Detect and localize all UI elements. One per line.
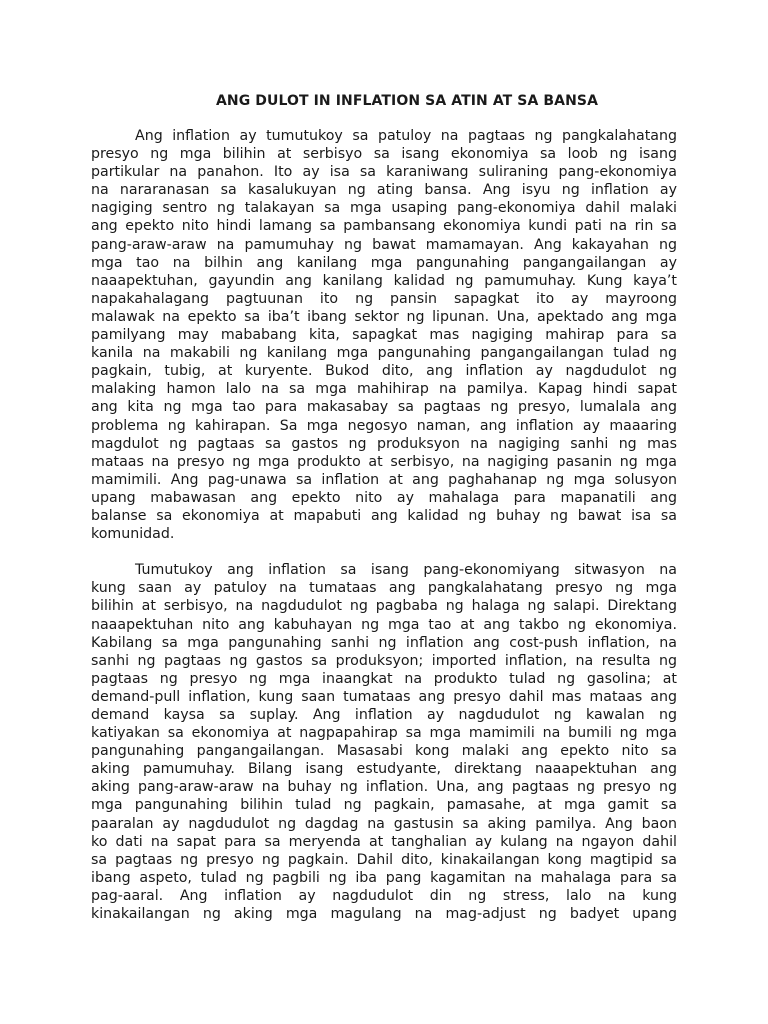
paragraph-line: pagtaas ng presyo ng mga inaangkat na produkto tulad ng gasolina; at [91, 670, 677, 687]
paragraph-line: na nararanasan sa kasalukuyan ng ating bansa. Ang isyu ng inflation ay [91, 182, 677, 199]
paragraph-line: bilihin at serbisyo, na nagdudulot ng pagbaba ng halaga ng salapi. Direktang [91, 598, 677, 615]
paragraph-line: magdulot ng pagtaas sa gastos ng produksyon na nagiging sanhi ng mas [91, 435, 677, 452]
paragraph-line: ang epekto nito hindi lamang sa pambansang ekonomiya kundi pati na rin sa [91, 218, 677, 235]
paragraph-line: aking pamumuhay. Bilang isang estudyante, direktang naaapektuhan ang [91, 761, 677, 778]
paragraph-line: pagkain, tubig, at kuryente. Bukod dito, ang inflation ay nagdudulot ng [91, 363, 677, 380]
paragraph-line: kinakailangan ng aking mga magulang na mag-adjust ng badyet upang [91, 906, 677, 923]
paragraph-1 [91, 127, 677, 543]
paragraph-line: napakahalagang pagtuunan ito ng pansin sapagkat ito ay mayroong [91, 290, 677, 307]
paragraph-line: balanse sa ekonomiya at mapabuti ang kalidad ng buhay ng bawat isa sa [91, 507, 677, 524]
paragraph-line: kanila na makabili ng kanilang mga pangunahing pangangailangan tulad ng [91, 345, 677, 362]
paragraph-line: katiyakan sa ekonomiya at nagpapahirap sa mga mamimili na bumili ng mga [91, 725, 677, 742]
paragraph-line: ko dati na sapat para sa meryenda at tanghalian ay kulang na ngayon dahil [91, 833, 677, 850]
paragraph-line: Tumutukoy ang inflation sa isang pang-ekonomiyang sitwasyon na [135, 562, 677, 579]
paragraph-line: paaralan ay nagdudulot ng dagdag na gastusin sa aking pamilya. Ang baon [91, 815, 677, 832]
paragraph-line: sanhi ng pagtaas ng gastos sa produksyon; imported inflation, na resulta ng [91, 652, 677, 669]
paragraph-line: mamimili. Ang pag-unawa sa inflation at ang paghahanap ng mga solusyon [91, 471, 677, 488]
paragraph-line: sa pagtaas ng presyo ng pagkain. Dahil dito, kinakailangan kong magtipid sa [91, 851, 677, 868]
paragraph-line: naaapektuhan, gayundin ang kanilang kalidad ng pamumuhay. Kung kaya’t [91, 272, 677, 289]
paragraph-line: malaking hamon lalo na sa mga mahihirap na pamilya. Kapag hindi sapat [91, 381, 677, 398]
paragraph-2 [91, 561, 677, 923]
paragraph-line: naaapektuhan nito ang kabuhayan ng mga tao at ang takbo ng ekonomiya. [91, 616, 677, 633]
paragraph-line: malawak na epekto sa iba’t ibang sektor ng lipunan. Una, apektado ang mga [91, 308, 677, 325]
paragraph-line: kung saan ay patuloy na tumataas ang pangkalahatang presyo ng mga [91, 580, 677, 597]
paragraph-line: pag-aaral. Ang inflation ay nagdudulot din ng stress, lalo na kung [91, 887, 677, 904]
paragraph-line: mga pangunahing bilihin tulad ng pagkain, pamasahe, at mga gamit sa [91, 797, 677, 814]
paragraph-line: mga tao na bilhin ang kanilang mga pangunahing pangangailangan ay [91, 254, 677, 271]
paragraph-line: demand-pull inflation, kung saan tumataas ang presyo dahil mas mataas ang [91, 688, 677, 705]
paragraph-line: Ang inflation ay tumutukoy sa patuloy na pagtaas ng pangkalahatang [135, 128, 677, 144]
paragraph-line: demand kaysa sa suplay. Ang inflation ay nagdudulot ng kawalan ng [91, 707, 677, 723]
paragraph-line: nagiging sentro ng talakayan sa mga usaping pang-ekonomiya dahil malaki [91, 200, 677, 217]
paragraph-line: upang mabawasan ang epekto nito ay mahalaga para mapanatili ang [91, 489, 677, 506]
document-body [91, 127, 677, 923]
paragraph-line: pamilyang may mababang kita, sapagkat mas nagiging mahirap para sa [91, 327, 677, 344]
paragraph-line: problema ng kahirapan. Sa mga negosyo naman, ang inflation ay maaaring [91, 417, 677, 434]
paragraph-line: pang-araw-araw na pamumuhay ng bawat mamamayan. Ang kakayahan ng [91, 236, 677, 253]
paragraph-line: aking pang-araw-araw na buhay ng inflation. Una, ang pagtaas ng presyo ng [91, 779, 677, 796]
paragraph-line: ibang aspeto, tulad ng pagbili ng iba pang kagamitan na mahalaga para sa [91, 869, 677, 886]
paragraph-line: mataas na presyo ng mga produkto at serbisyo, na nagiging pasanin ng mga [91, 453, 677, 470]
paragraph-line: Kabilang sa mga pangunahing sanhi ng inflation ang cost-push inflation, na [91, 634, 677, 651]
paragraph-line: partikular na panahon. Ito ay isa sa karaniwang suliraning pang-ekonomiya [91, 164, 677, 181]
paragraph-line: ang kita ng mga tao para makasabay sa pagtaas ng presyo, lumalala ang [91, 399, 677, 416]
paragraph-gap [91, 543, 677, 561]
paragraph-line: presyo ng mga bilihin at serbisyo sa isang ekonomiya sa loob ng isang [91, 146, 677, 163]
paragraph-line: pangunahing pangangailangan. Masasabi kong malaki ang epekto nito sa [91, 743, 677, 760]
document-title: ANG DULOT IN INFLATION SA ATIN AT SA BANSA [215, 93, 599, 109]
paragraph-line: komunidad. [91, 526, 175, 543]
